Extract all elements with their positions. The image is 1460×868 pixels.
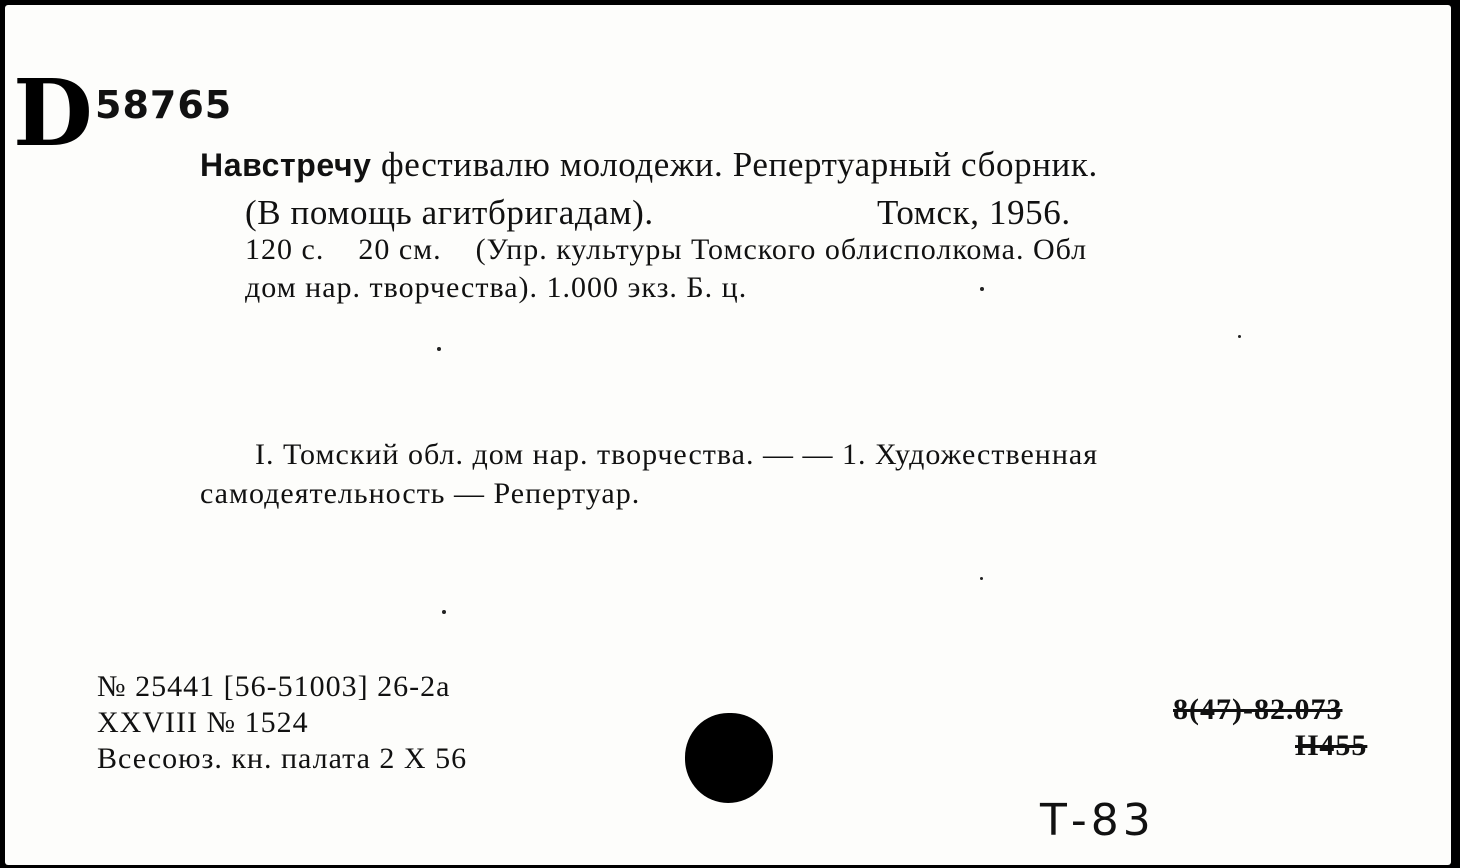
speck	[980, 287, 984, 291]
title-line-1	[200, 145, 1098, 185]
ink-blot	[685, 713, 773, 803]
physical-description-1: 120 с. 20 см. (Упр. культуры Томского облисполкома. Обл	[245, 233, 1088, 266]
shelf-mark: Т-83	[1040, 795, 1155, 846]
classification-code: 8(47)-82.073	[1173, 693, 1343, 726]
tracing-line-2: самодеятельность — Репертуар.	[200, 477, 641, 510]
author-mark: Н455	[1295, 729, 1368, 762]
place-year: Томск, 1956.	[877, 193, 1071, 232]
accession-number: 58765	[95, 83, 233, 127]
speck	[1238, 335, 1241, 338]
tracing-line-1: I. Томский обл. дом нар. творчества. — — 1. Художественная	[255, 438, 1098, 471]
title-line-2: (В помощь агитбригадам).	[245, 193, 654, 232]
speck	[437, 347, 441, 351]
speck	[442, 610, 446, 614]
title-heading: Навстречу	[200, 147, 372, 183]
record-number: № 25441 [56-51003] 26-2а	[97, 670, 451, 703]
catalog-card	[5, 5, 1451, 865]
record-chamber: Всесоюз. кн. палата 2 X 56	[97, 742, 468, 775]
physical-description-2: дом нар. творчества). 1.000 экз. Б. ц.	[245, 271, 748, 304]
title-text: фестивалю молодежи. Репертуарный сборник.	[380, 145, 1098, 184]
record-volume: XXVIII № 1524	[97, 706, 309, 739]
speck	[980, 577, 983, 580]
catalog-letter: D	[13, 59, 93, 167]
